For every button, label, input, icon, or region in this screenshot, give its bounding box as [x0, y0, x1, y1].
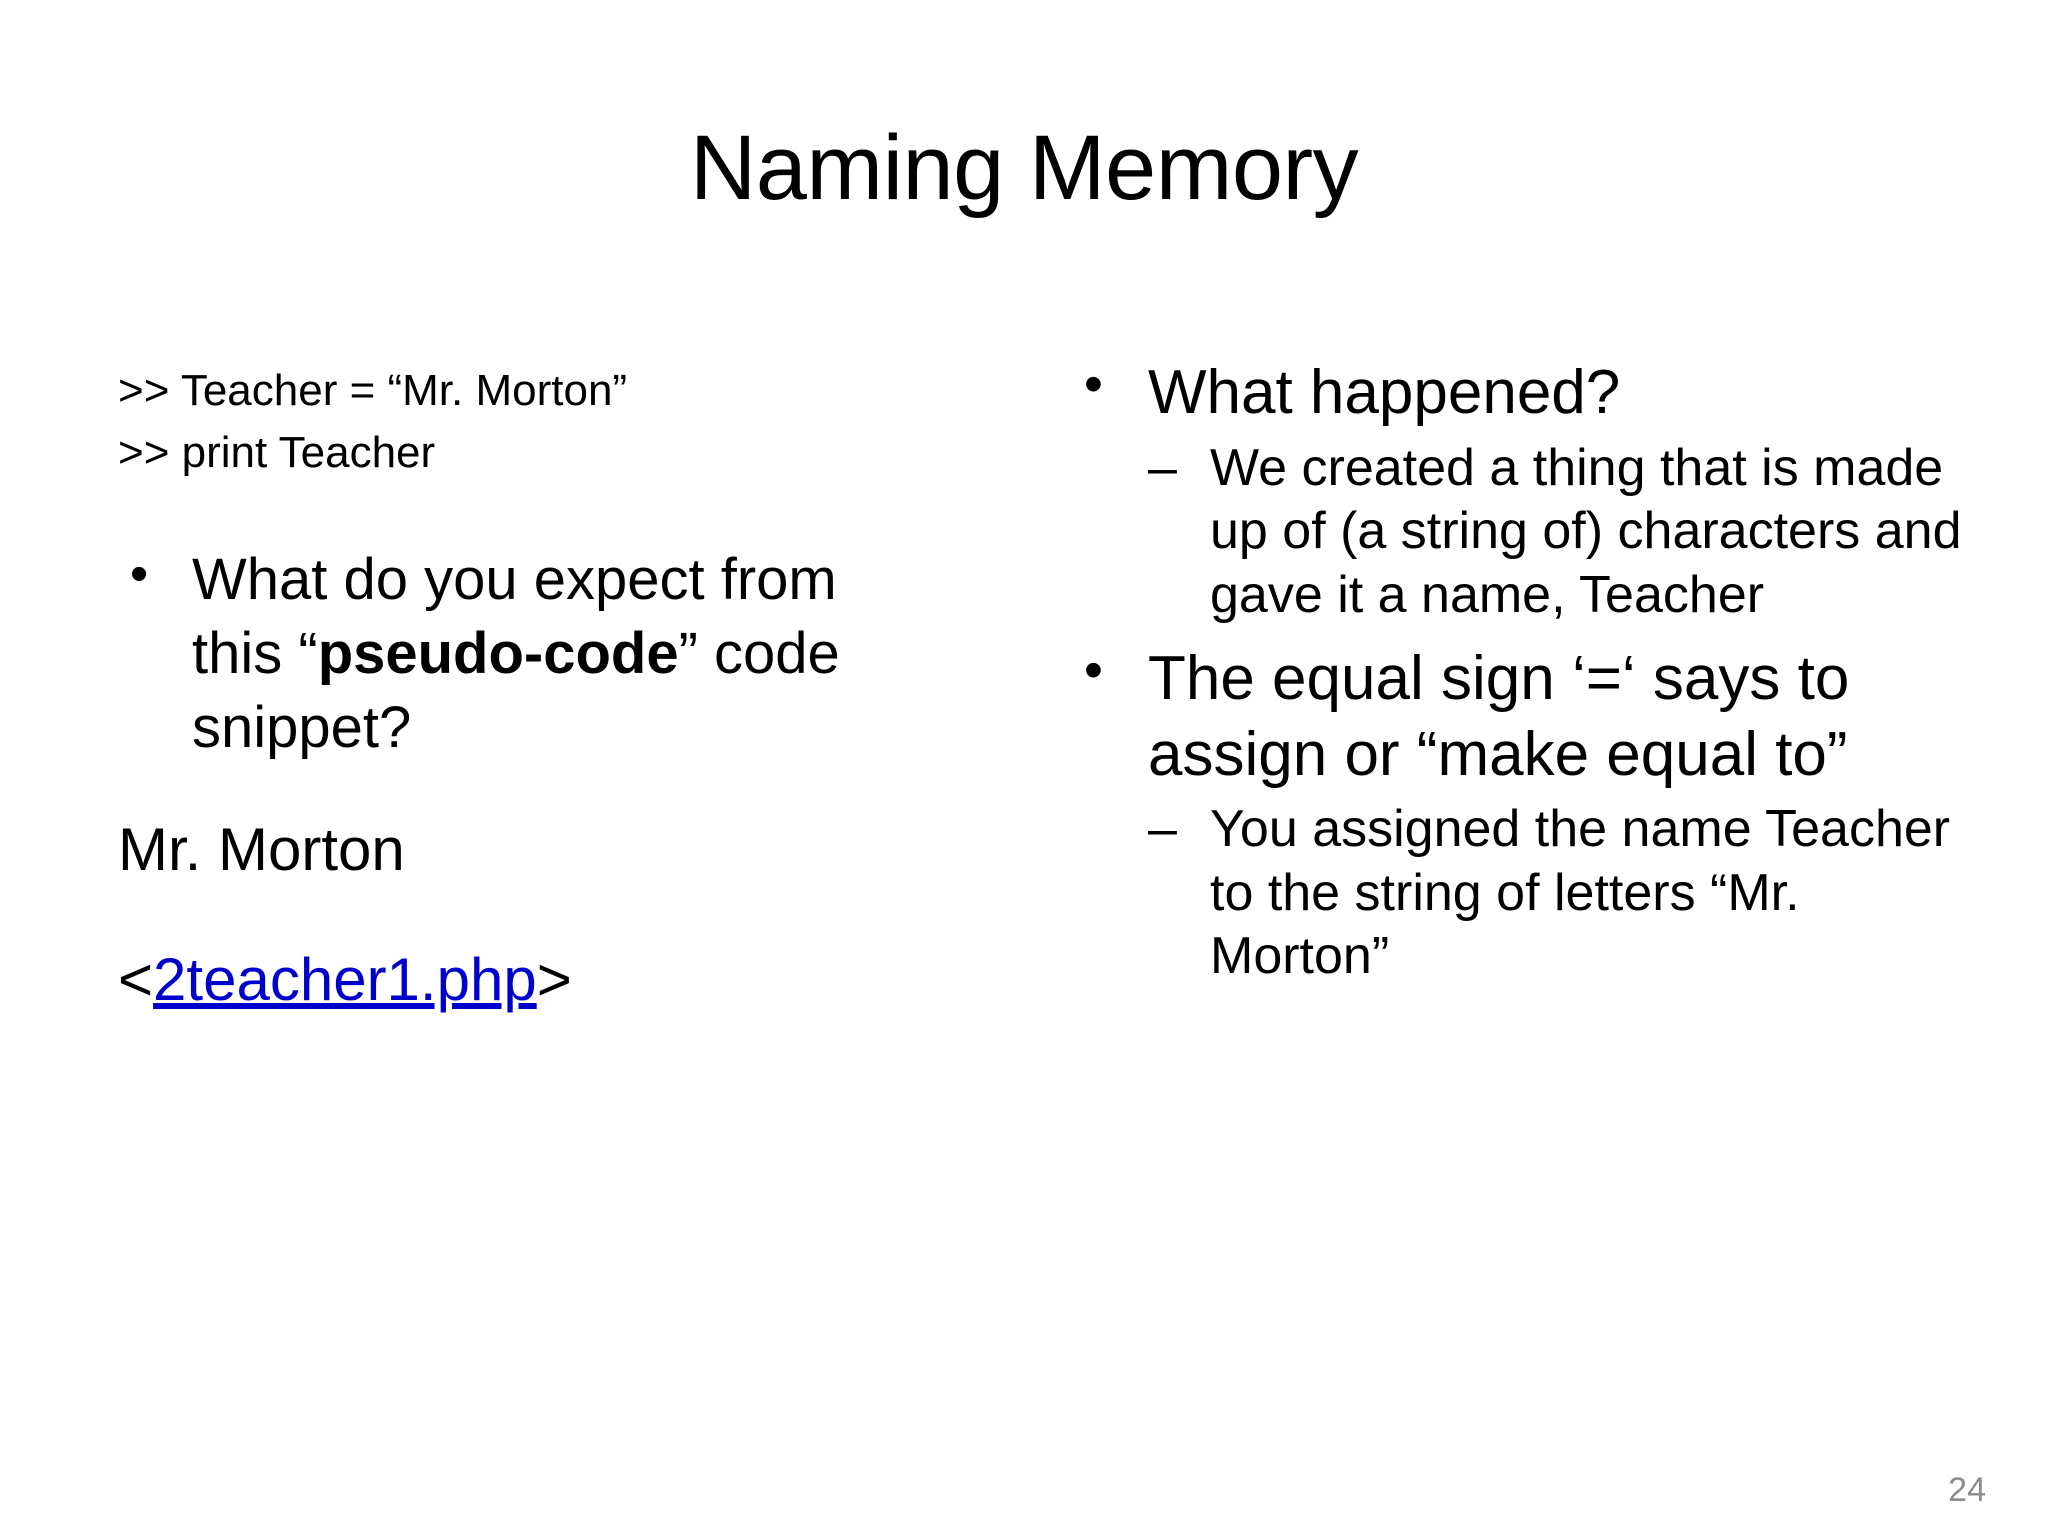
spacer-3 — [118, 886, 878, 944]
right-sublist-2 — [1070, 798, 1970, 988]
link-prefix: < — [118, 945, 154, 1013]
question-bullet — [118, 543, 878, 766]
file-link-line — [118, 944, 878, 1016]
page-title: Naming Memory — [689, 117, 1359, 219]
right-subbullet-2: – You assigned the name Teacher to the string of letters “Mr. Morton” — [1070, 798, 1970, 988]
file-link[interactable]: 2teacher1.php — [153, 945, 537, 1013]
question-part-1: What do you expect from this “ — [192, 546, 837, 687]
page-number: 24 — [1948, 1471, 1986, 1509]
question-part-2: ” code snippet? — [192, 621, 840, 761]
spacer-2 — [118, 774, 878, 814]
output-text: Mr. Morton — [118, 815, 405, 883]
spacer — [118, 485, 878, 543]
left-bullet-list — [118, 543, 878, 766]
right-content-column — [1070, 355, 1970, 1003]
left-content-column — [118, 360, 878, 1016]
right-bullet-1: • What happened? — [1070, 355, 1970, 431]
question-emphasis: pseudo-code — [317, 621, 679, 687]
right-bullet-2: • The equal sign ‘=‘ says to assign or “make equal to” — [1070, 641, 1970, 792]
code-line-1: >> Teacher = “Mr. Morton” — [118, 366, 628, 415]
right-sublist-1 — [1070, 437, 1970, 627]
right-subbullet-1: – We created a thing that is made up of (a string of) characters and gave it a name, Teacher — [1070, 437, 1970, 627]
code-line-2: >> print Teacher — [118, 428, 436, 478]
right-bullet-list — [1070, 355, 1970, 989]
link-suffix: > — [536, 945, 572, 1013]
